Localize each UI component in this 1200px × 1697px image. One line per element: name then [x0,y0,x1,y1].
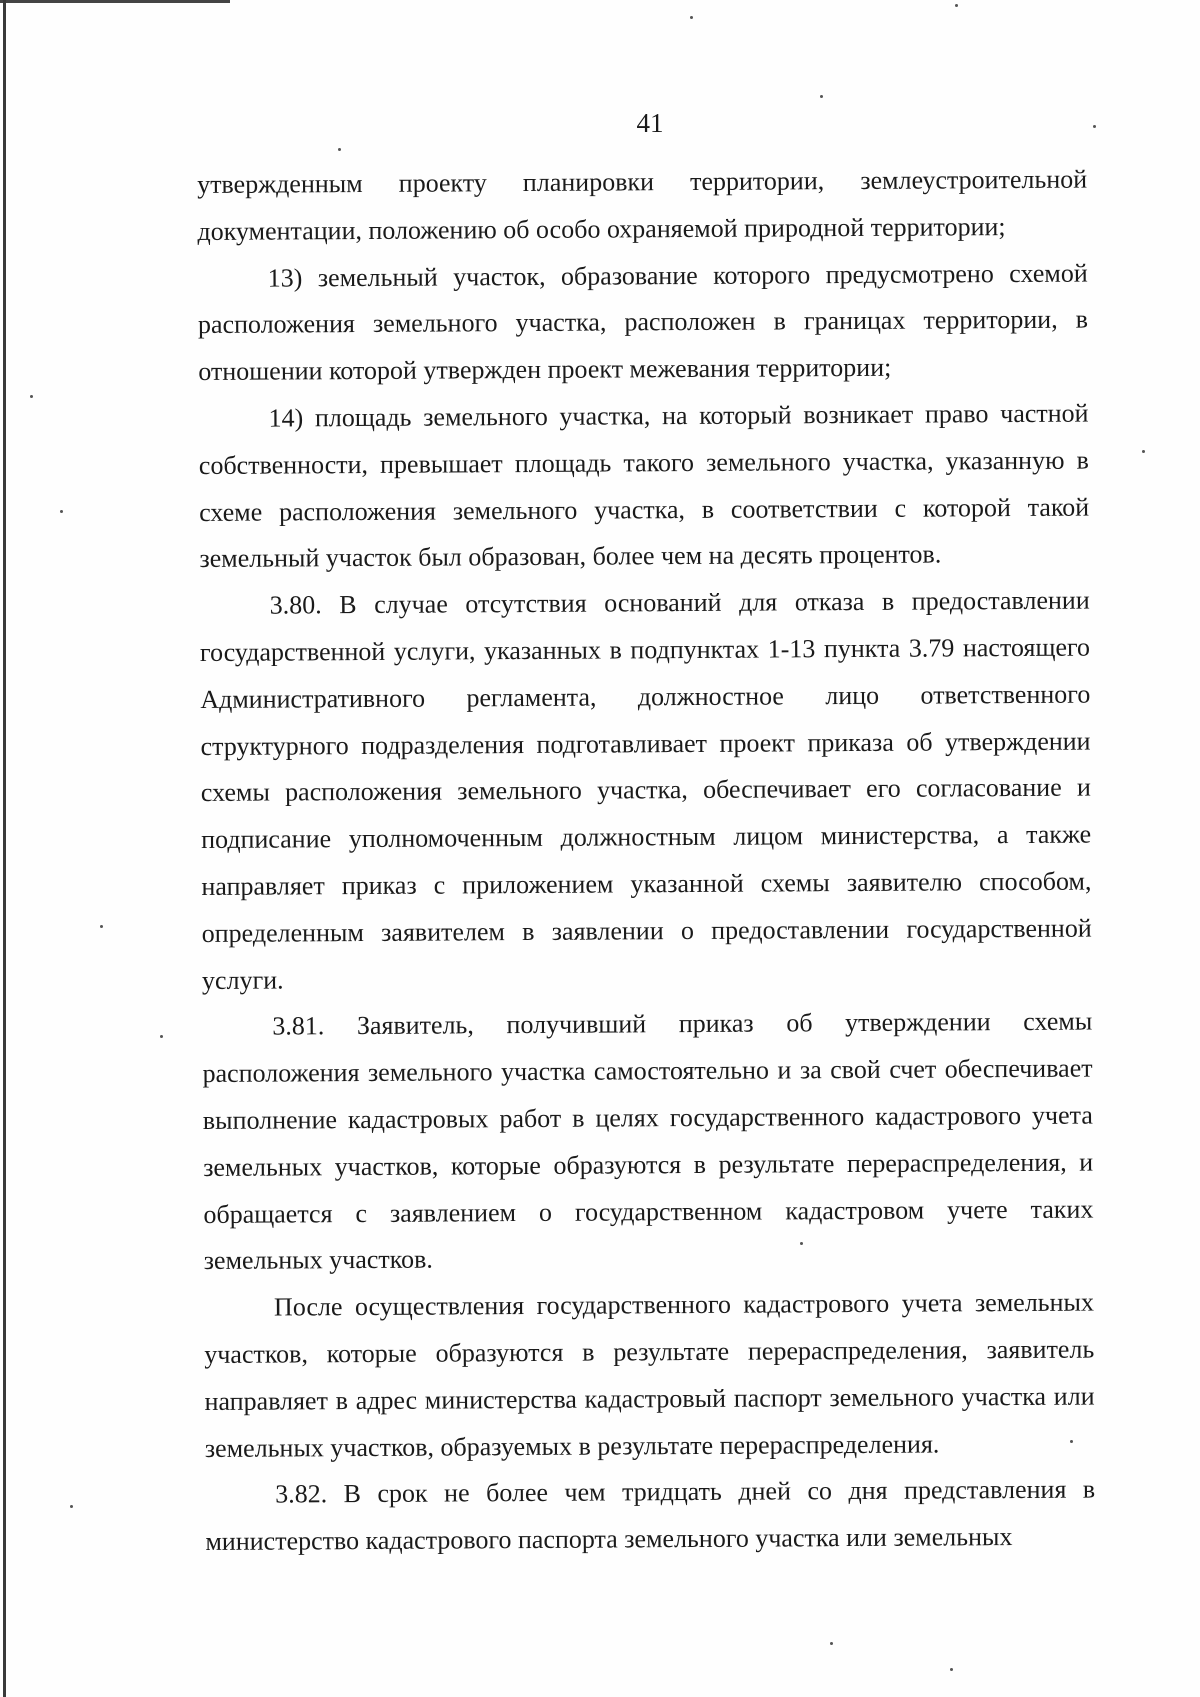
scan-speck [338,148,341,151]
scan-edge-left [3,0,6,1697]
scan-speck [60,510,63,513]
scan-edge-top [0,0,230,3]
paragraph: утвержденным проекту планировки территории, землеустроительной документации, положению об особо охраняемой природной территории; [197,164,1088,246]
scan-speck [1093,125,1096,128]
paragraph: 13) земельный участок, образование которого предусмотрено схемой расположения земельного участка, расположен в границах территории, в отношении которой утвержден проект межевания территории; [197,258,1089,387]
scan-speck [690,16,693,19]
scan-speck [70,1505,73,1508]
scan-speck [1142,450,1145,453]
scan-speck [160,1035,163,1038]
paragraph: 3.81. Заявитель, получивший приказ об утверждении схемы расположения земельного участка самостоятельно и за свой счет обеспечивает выполнение кадастровых работ в целях государственного кадастрового учета земельных участков, которые образуются в результате перераспределения, и обращается с заявлением о государственном кадастровом учете таких земельных участков. [202,1006,1094,1276]
paragraph: 3.82. В срок не более чем тридцать дней со дня представления в министерство кадастрового паспорта земельного участка или земельных [205,1474,1096,1557]
paragraph: После осуществления государственного кадастрового учета земельных участков, которые образуются в результате перераспределения, заявитель направляет в адрес министерства кадастровый паспорт земельного участка или земельных участков, образуемых в результате перераспределения. [204,1287,1095,1463]
scan-speck [100,925,103,928]
scan-speck [830,1642,833,1645]
scan-speck [950,1668,953,1671]
page-number: 41 [636,108,664,138]
body-text [197,157,1096,1566]
scan-speck [955,4,958,7]
paragraph: 3.80. В случае отсутствия оснований для отказа в предоставлении государственной услуги, указанных в подпунктах 1-13 пункта 3.79 настоящего Административного регламента, должностное лицо ответственного структурного подразделения подготавливает проект приказа об утверждении схемы расположения земельного участка, обеспечивает его согласование и подписание уполномоченным должностным лицом министерства, а также направляет приказ с приложением указанной схемы заявителю способом, определенным заявителем в заявлении о предоставлении государственной услуги. [199,585,1092,995]
scan-speck [30,395,33,398]
scan-speck [820,95,823,98]
paragraph: 14) площадь земельного участка, на который возникает право частной собственности, превышает площадь такого земельного участка, указанную в схеме расположения земельного участка, в соответствии с которой такой земельный участок был образован, более чем на десять процентов. [198,398,1090,574]
